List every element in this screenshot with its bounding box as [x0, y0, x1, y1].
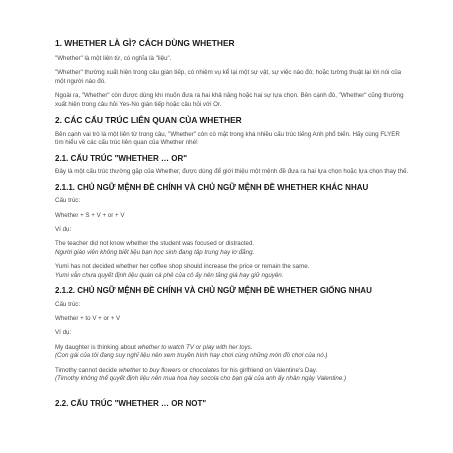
paragraph: Đây là một cấu trúc thường gặp của Whether, được dùng để giới thiệu một mệnh đề đưa ra hai lựa chọn hoặc lựa chọn thay thế. [55, 168, 409, 176]
heading-section-2: 2. CÁC CẤU TRÚC LIÊN QUAN CỦA WHETHER [55, 115, 242, 126]
example-label: Ví dụ: [55, 226, 72, 234]
heading-section-2-1: 2.1. CẤU TRÚC "WHETHER … OR" [55, 153, 188, 163]
example-block [55, 263, 409, 280]
example-english: to [140, 366, 150, 374]
example-english: for his girlfriend on Valentine's Day. [219, 366, 318, 374]
example-english: The teacher did not know whether the student was focused or distracted. [55, 240, 255, 248]
paragraph: Ngoài ra, "Whether" còn được dùng khi muốn đưa ra hai khả năng hoặc hai sự lựa chọn. Bên cạnh đó, "Whether" cũng thường xuất hiện trong câu hỏi Yes-No gián tiếp hoặc câu hỏi với Or. [55, 92, 404, 108]
example-english-italic: whether to watch TV or play with her toys. [137, 343, 253, 351]
example-vietnamese: (Timothy không thể quyết định liệu nên mua hoa hay socola cho bạn gái của anh ấy nhân ngày Valentine.) [55, 375, 347, 383]
example-english-italic: chocolates [189, 366, 220, 374]
example-english: My daughter is thinking about [55, 343, 138, 351]
structure-label: Cấu trúc: [55, 197, 81, 205]
structure-formula: Whether + S + V + or + V [55, 211, 125, 219]
example-english-italic: buy flowers [149, 366, 181, 374]
example-label: Ví dụ: [55, 329, 72, 337]
example-block [55, 344, 409, 361]
paragraph: "Whether" là một liên từ, có nghĩa là "liệu". [55, 55, 172, 62]
spacer [55, 389, 409, 399]
example-english-italic: whether [118, 366, 141, 374]
example-block [55, 367, 409, 384]
heading-section-2-1-1: 2.1.1. CHỦ NGỮ MỆNH ĐỀ CHÍNH VÀ CHỦ NGỮ MỆNH ĐỀ WHETHER KHÁC NHAU [55, 182, 369, 192]
example-english: Yumi has not decided whether her coffee shop should increase the price or remain the same. [55, 263, 310, 271]
paragraph: "Whether" thường xuất hiện trong câu gián tiếp, có nhiệm vụ kể lại một sự vật, sự việc nào đó; hoặc tường thuật lại lời nói của một người nào đó. [55, 69, 402, 85]
example-vietnamese: (Con gái của tôi đang suy nghĩ liệu nên xem truyền hình hay chơi cùng những món đồ chơi của nó.) [55, 352, 328, 360]
example-block [55, 240, 409, 257]
example-english: or [180, 366, 190, 374]
paragraph: Bên cạnh vai trò là một liên từ trong câu, "Whether" còn có mặt trong khá nhiều cấu trúc tiếng Anh phổ biến. Hãy cùng FLYER tìm hiểu về các cấu trúc liên quan của Whether nhé! [55, 131, 400, 147]
heading-section-2-1-2: 2.1.2. CHỦ NGỮ MỆNH ĐỀ CHÍNH VÀ CHỦ NGỮ MỆNH ĐỀ WHETHER GIỐNG NHAU [55, 286, 372, 296]
example-english: Timothy cannot decide [55, 366, 119, 374]
example-vietnamese: Yumi vẫn chưa quyết định liệu quán cà phê của cô ấy nên tăng giá hay giữ nguyên. [55, 271, 284, 279]
heading-section-1: 1. WHETHER LÀ GÌ? CÁCH DÙNG WHETHER [55, 38, 235, 48]
heading-section-2-2: 2.2. CẤU TRÚC "WHETHER … OR NOT" [55, 399, 207, 409]
example-vietnamese: Người giáo viên không biết liệu bạn học sinh đang tập trung hay lơ đãng. [55, 248, 255, 256]
structure-formula: Whether + to V + or + V [55, 315, 121, 322]
structure-label: Cấu trúc: [55, 300, 81, 308]
